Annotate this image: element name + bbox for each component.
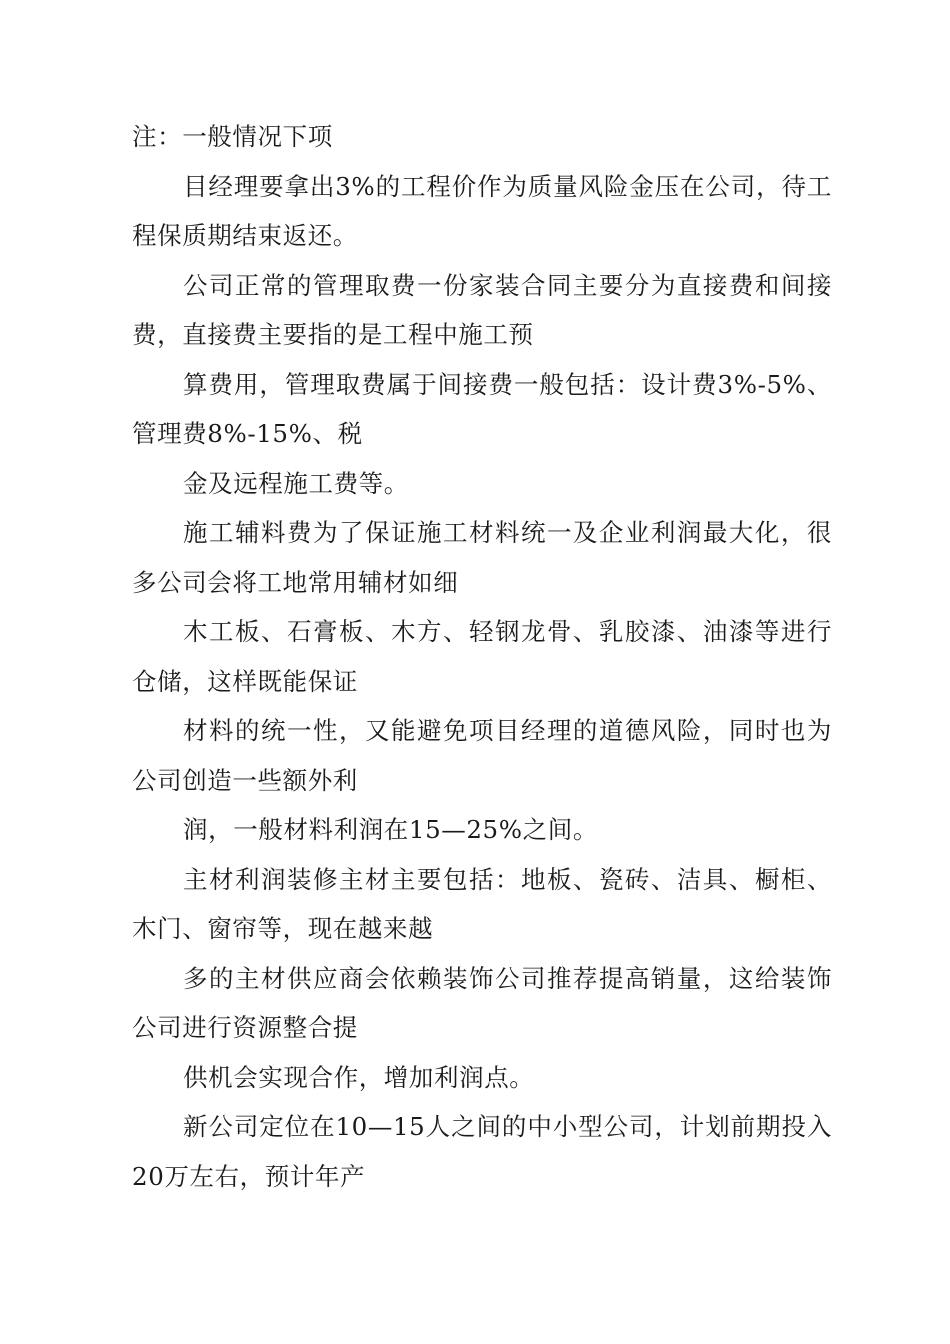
paragraph-warehouse: 木工板、石膏板、木方、轻钢龙骨、乳胶漆、油漆等进行仓储，这样既能保证 <box>132 617 832 696</box>
document-body <box>132 112 832 1201</box>
paragraph-main-materials: 主材利润装修主材主要包括：地板、瓷砖、洁具、橱柜、木门、窗帘等，现在越来越 <box>132 864 832 943</box>
paragraph-management-fee-intro: 公司正常的管理取费一份家装合同主要分为直接费和间接费，直接费主要指的是工程中施工预 <box>132 270 832 349</box>
paragraph-suppliers: 多的主材供应商会依赖装饰公司推荐提高销量，这给装饰公司进行资源整合提 <box>132 963 832 1042</box>
paragraph-material-profit: 润，一般材料利润在15—25%之间。 <box>183 815 598 844</box>
paragraph-material-consistency: 材料的统一性，又能避免项目经理的道德风险，同时也为公司创造一些额外利 <box>132 716 832 795</box>
paragraph-note: 注：一般情况下项 <box>132 122 333 151</box>
paragraph-quality-deposit: 目经理要拿出3%的工程价作为质量风险金压在公司，待工程保质期结束返还。 <box>132 171 832 250</box>
paragraph-management-fee-rates: 算费用，管理取费属于间接费一般包括：设计费3%-5%、管理费8%-15%、税 <box>132 369 832 448</box>
paragraph-auxiliary-materials: 施工辅料费为了保证施工材料统一及企业利润最大化，很多公司会将工地常用辅材如细 <box>132 518 832 597</box>
paragraph-new-company: 新公司定位在10—15人之间的中小型公司，计划前期投入20万左右，预计年产 <box>132 1112 832 1191</box>
paragraph-remote-fee: 金及远程施工费等。 <box>183 468 409 498</box>
paragraph-cooperation: 供机会实现合作，增加利润点。 <box>183 1062 535 1092</box>
